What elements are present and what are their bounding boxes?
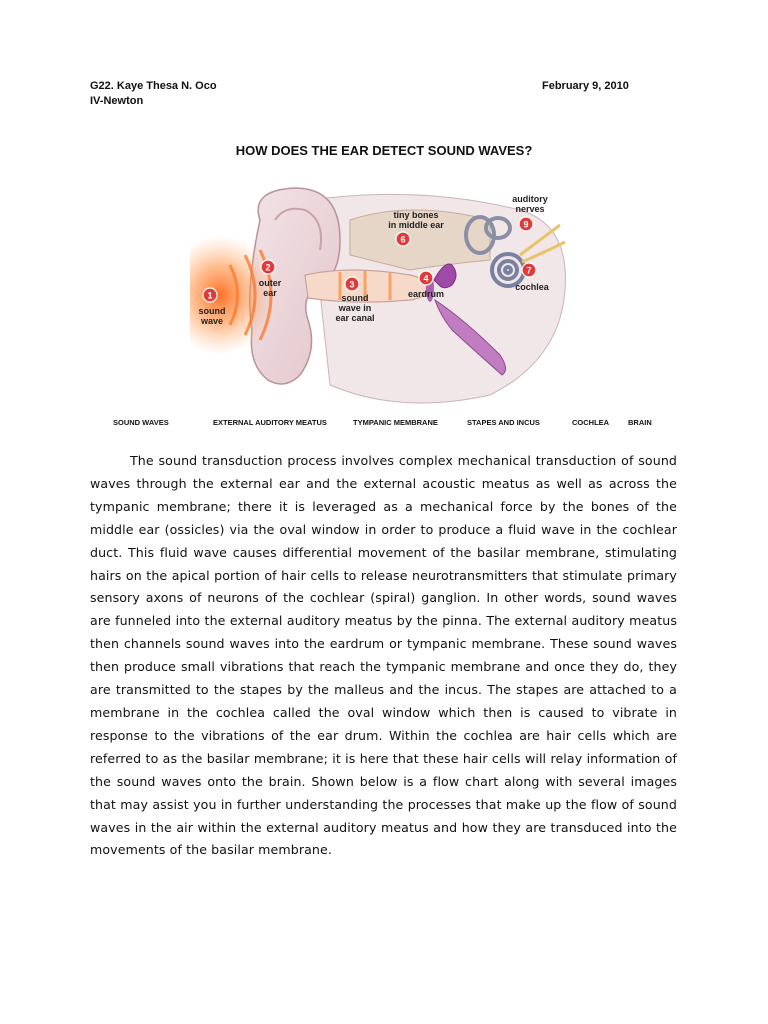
svg-text:3: 3 <box>349 279 355 290</box>
marker-7 <box>522 263 536 277</box>
svg-text:9: 9 <box>523 219 529 230</box>
marker-3 <box>345 277 359 291</box>
svg-text:2: 2 <box>265 262 271 273</box>
flow-stapes-and-incus: STAPES AND INCUS <box>467 418 540 427</box>
document-date: February 9, 2010 <box>542 80 629 92</box>
svg-text:7: 7 <box>526 265 532 276</box>
marker-1 <box>203 288 217 302</box>
label-cochlea: cochlea <box>515 282 549 292</box>
class-section: IV-Newton <box>90 95 144 107</box>
label-outer-ear: outer ear <box>258 278 282 298</box>
body-paragraph: The sound transduction process involves complex mechanical transduction of sound waves through the external ear and the external acoustic meatus as well as across the tympanic membrane; there it is leveraged as a mechanical force by the bones of the middle ear (ossicles) via the oval window in order to produce a fluid wave in the cochlear duct. This fluid wave causes differential movement of the basilar membrane, stimulating hairs on the apical portion of hair cells to release neurotransmitters that stimulate primary sensory axons of neurons of the cochlear (spiral) ganglion. In other words, sound waves are funneled into the external auditory meatus by the pinna. The external auditory meatus then channels sound waves into the eardrum or tympanic membrane. These sound waves then produce small vibrations that reach the tympanic membrane and once they do, they are transmitted to the stapes by the malleus and the incus. The stapes are attached to a membrane in the cochlea called the oval window which then is caused to vibrate in response to the vibrations of the ear drum. Within the cochlea are hair cells which are referred to as the basilar membrane; it is here that these hair cells will relay information of the sound waves onto the brain. Shown below is a flow chart along with several images that may assist you in further understanding the processes that make up the flow of sound waves in the air within the external auditory meatus and how they are transduced into the movements of the basilar membrane. <box>90 453 677 858</box>
marker-6 <box>396 232 410 246</box>
label-eardrum: eardrum <box>407 289 445 299</box>
flow-external-auditory-meatus: EXTERNAL AUDITORY MEATUS <box>213 418 327 427</box>
flow-brain: BRAIN <box>628 418 652 427</box>
flow-cochlea: COCHLEA <box>572 418 610 427</box>
label-sound-wave: sound wave <box>198 306 226 326</box>
marker-2 <box>261 260 275 274</box>
flow-chart-labels <box>0 418 768 432</box>
ear-diagram <box>190 180 590 410</box>
flow-tympanic-membrane: TYMPANIC MEMBRANE <box>353 418 438 427</box>
marker-4 <box>419 271 433 285</box>
svg-text:6: 6 <box>400 234 406 245</box>
flow-sound-waves: SOUND WAVES <box>113 418 169 427</box>
header-left <box>90 79 217 109</box>
label-tiny-bones: tiny bones in middle ear <box>388 210 444 230</box>
author-name: G22. Kaye Thesa N. Oco <box>90 80 217 92</box>
label-ear-canal: sound wave in ear canal <box>335 293 375 323</box>
ear-illustration <box>190 180 590 410</box>
label-auditory-nerves: auditory nerves <box>512 194 548 214</box>
page-title: HOW DOES THE EAR DETECT SOUND WAVES? <box>235 143 533 158</box>
svg-text:1: 1 <box>207 290 213 301</box>
marker-9 <box>519 217 533 231</box>
body-text <box>90 450 677 862</box>
svg-text:4: 4 <box>423 273 429 284</box>
